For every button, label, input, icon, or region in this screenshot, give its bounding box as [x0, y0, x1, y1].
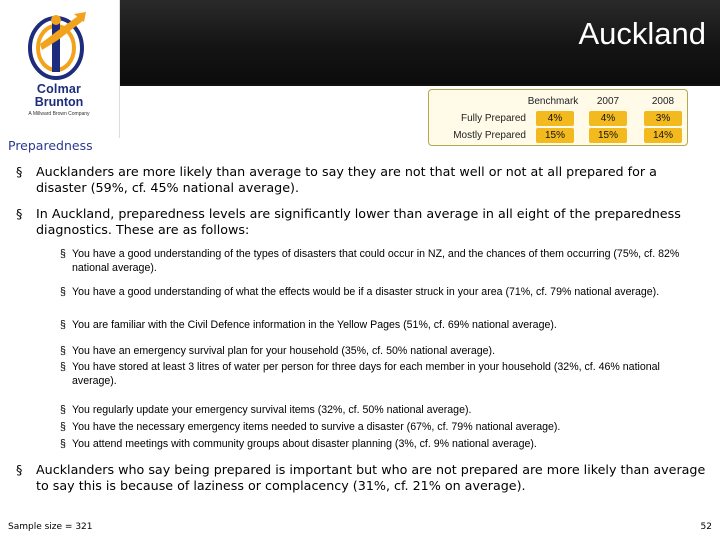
sub-bullet-item: [60, 248, 692, 275]
bullet-marker-icon: §: [60, 438, 66, 450]
benchmark-value-cell: 14%: [644, 128, 682, 143]
bullet-marker-icon: §: [60, 404, 66, 416]
sub-bullet-item: [60, 361, 692, 388]
bullet-item: [16, 206, 706, 238]
bullet-text: You have stored at least 3 litres of water per person for three days for each member in your household (32%, cf. 46% national average).: [72, 361, 660, 387]
bullet-item: [16, 164, 706, 196]
sub-bullet-item: [60, 286, 692, 300]
bullet-item: [16, 462, 706, 494]
logo-tagline: A Millward Brown Company: [28, 111, 90, 117]
bullet-marker-icon: §: [60, 361, 66, 373]
bullet-text: You have the necessary emergency items needed to survive a disaster (67%, cf. 79% national average).: [72, 421, 561, 433]
sub-bullet-item: [60, 404, 692, 418]
bullet-text: In Auckland, preparedness levels are significantly lower than average in all eight of the preparedness diagnostics. These are as follows:: [36, 206, 681, 237]
bullet-text: You are familiar with the Civil Defence information in the Yellow Pages (51%, cf. 69% national average).: [72, 319, 557, 331]
bullet-text: You have an emergency survival plan for your household (35%, cf. 50% national average).: [72, 345, 496, 357]
bullet-text: Aucklanders are more likely than average to say they are not that well or not at all prepared for a disaster (59%, cf. 45% national average).: [36, 164, 657, 195]
bullet-marker-icon: §: [60, 421, 66, 433]
benchmark-column-header: 2008: [651, 96, 675, 107]
bullet-marker-icon: §: [60, 345, 66, 357]
sub-bullet-item: [60, 421, 692, 435]
bullet-text: You attend meetings with community groups about disaster planning (3%, cf. 9% national average).: [72, 438, 537, 450]
sub-bullet-item: [60, 319, 692, 333]
bullet-marker-icon: §: [60, 286, 66, 298]
bullet-marker-icon: §: [16, 462, 23, 477]
logo-wordmark-line2: Brunton: [34, 95, 84, 109]
benchmark-row-label: Mostly Prepared: [453, 130, 526, 141]
benchmark-value-cell: 3%: [644, 111, 682, 126]
bullet-text: Aucklanders who say being prepared is important but who are not prepared are more likely than average to say this is because of laziness or complacency (31%, cf. 21% on average).: [36, 462, 706, 493]
bullet-marker-icon: §: [60, 319, 66, 331]
benchmark-column-header: 2007: [596, 96, 620, 107]
bullet-text: You have a good understanding of the types of disasters that could occur in NZ, and the chances of them occurring (75%, cf. 82% national average).: [72, 248, 680, 274]
benchmark-column-header: Benchmark: [527, 96, 579, 107]
benchmark-value-cell: 4%: [536, 111, 574, 126]
logo-panel: [0, 0, 120, 138]
header-divider: [120, 84, 720, 86]
sub-bullet-item: [60, 438, 692, 452]
page-number: 52: [700, 522, 712, 532]
benchmark-row-label: Fully Prepared: [460, 113, 526, 124]
colmar-brunton-logo-icon: [14, 8, 104, 84]
sub-bullet-item: [60, 345, 692, 359]
logo-wordmark-line1: Colmar: [36, 82, 82, 96]
page-title: Auckland: [578, 16, 706, 51]
bullet-text: You have a good understanding of what the effects would be if a disaster struck in your area (71%, cf. 79% national average).: [72, 286, 660, 298]
bullet-text: You regularly update your emergency survival items (32%, cf. 50% national average).: [72, 404, 472, 416]
bullet-marker-icon: §: [60, 248, 66, 260]
section-label: Preparedness: [8, 138, 93, 153]
benchmark-value-cell: 15%: [589, 128, 627, 143]
bullet-marker-icon: §: [16, 164, 23, 179]
sample-size-note: Sample size = 321: [8, 522, 93, 532]
benchmark-value-cell: 15%: [536, 128, 574, 143]
bullet-marker-icon: §: [16, 206, 23, 221]
benchmark-value-cell: 4%: [589, 111, 627, 126]
